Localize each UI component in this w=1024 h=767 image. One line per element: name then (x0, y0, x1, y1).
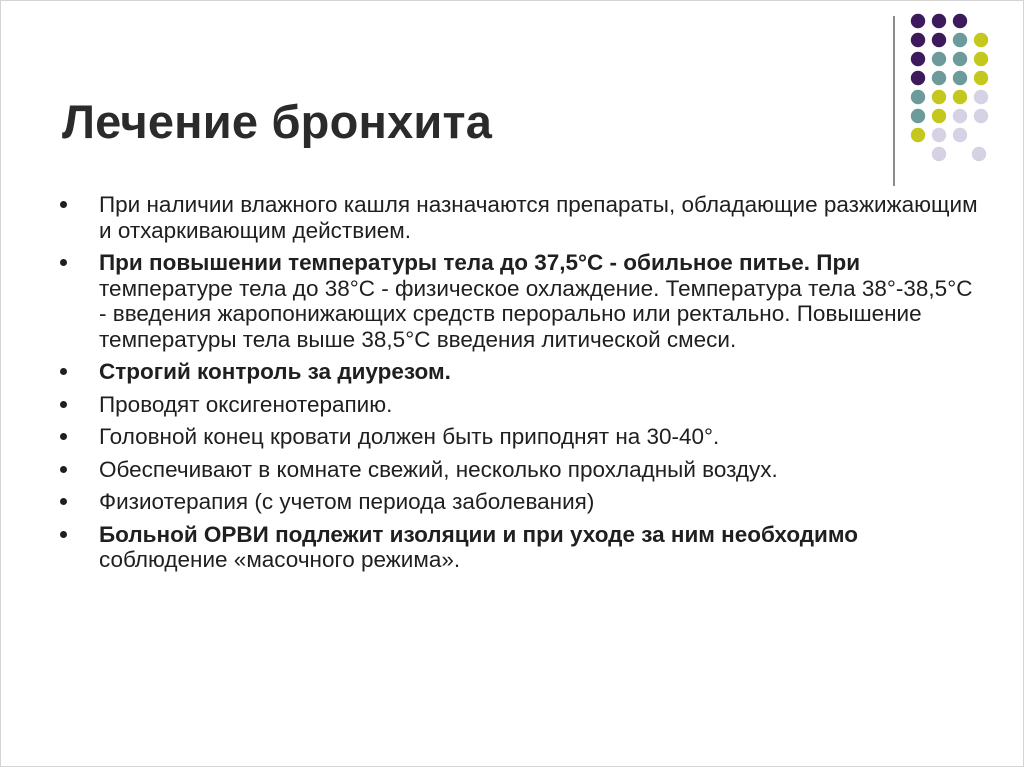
list-item-text: соблюдение «масочного режима». (99, 547, 461, 572)
list-item (60, 457, 980, 483)
bullet-dot-icon (60, 401, 67, 408)
list-item-text: Проводят оксигенотерапию. (99, 391, 393, 417)
bullet-dot-icon (60, 466, 67, 473)
list-item-bold-text: Строгий контроль за диурезом. (99, 359, 451, 384)
list-item (60, 522, 980, 573)
list-item (60, 192, 980, 243)
slide-title: Лечение бронхита (62, 95, 493, 148)
list-item-text: Физиотерапия (с учетом периода заболевания) (99, 489, 595, 514)
vertical-divider (893, 16, 895, 186)
bullet-dot-icon (60, 531, 67, 538)
list-item (60, 424, 980, 450)
list-item-bold-text: Больной ОРВИ подлежит изоляции и при уходе за ним необходимо (99, 521, 858, 547)
list-item-text: Обеспечивают в комнате свежий, несколько прохладный воздух. (99, 456, 778, 482)
bullet-dot-icon (60, 259, 67, 266)
bullet-dot-icon (60, 201, 67, 208)
bullet-dot-icon (60, 368, 67, 375)
list-item-text: Головной конец кровати должен быть приподнят на 30-40°. (99, 424, 720, 449)
list-item-bold-text: При повышении температуры тела до 37,5°С - обильное питье. При (99, 250, 861, 275)
list-item-text: температуре тела до 38°С - физическое охлаждение. Температура тела 38°-38,5°С - введения жаропонижающих средств перорально или ректально. Повышение температуры тела выше 38,5°С введения литической смеси. (99, 275, 973, 352)
list-item (60, 392, 980, 418)
bullet-list (60, 192, 980, 580)
bullet-dot-icon (60, 498, 67, 505)
bullet-dot-icon (60, 433, 67, 440)
list-item (60, 359, 980, 385)
list-item (60, 250, 980, 352)
list-item (60, 489, 980, 515)
list-item-text: При наличии влажного кашля назначаются препараты, обладающие разжижающим и отхаркивающим действием. (99, 192, 978, 243)
